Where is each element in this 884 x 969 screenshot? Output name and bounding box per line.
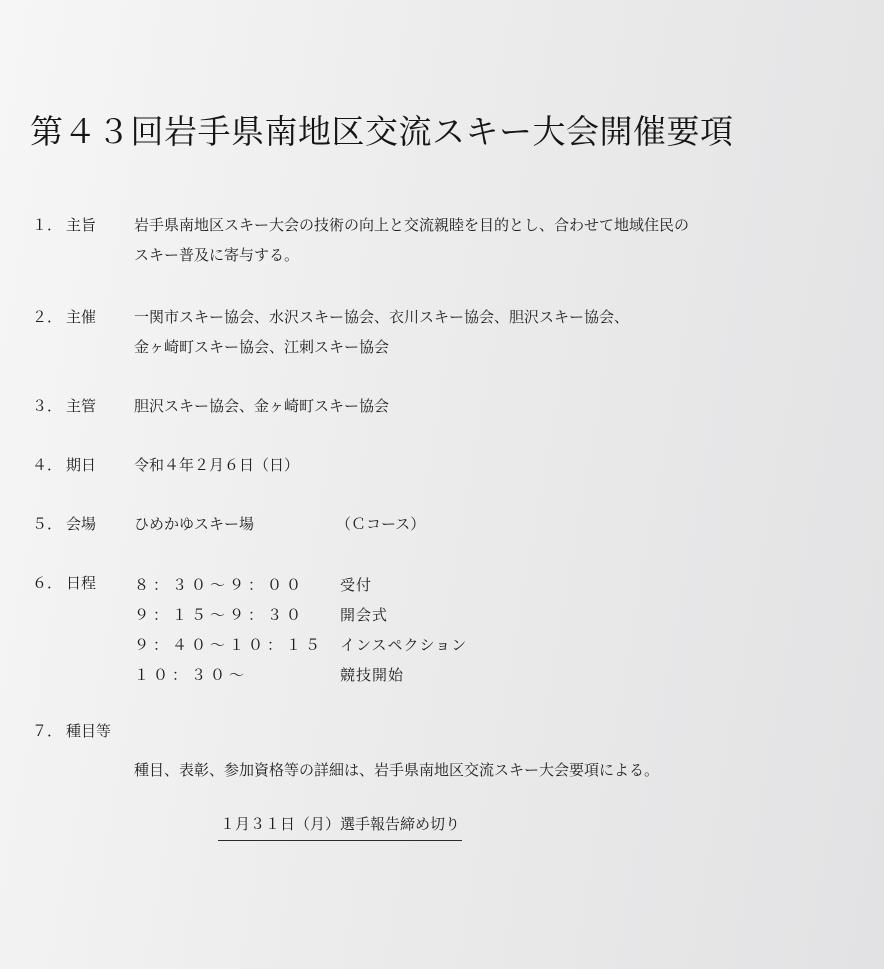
section-line: 金ヶ崎町スキー協会、江刺スキー協会 xyxy=(134,338,390,356)
schedule-time: １０：３０～ xyxy=(134,666,249,684)
section-body xyxy=(134,450,299,480)
document-title: 第４３回岩手県南地区交流スキー大会開催要項 xyxy=(30,112,734,151)
section-line: 一関市スキー協会、水沢スキー協会、衣川スキー協会、胆沢スキー協会、 xyxy=(134,308,630,326)
schedule-event: 受付 xyxy=(340,576,373,594)
section-label: 主旨 xyxy=(66,216,97,234)
schedule-event: インスペクション xyxy=(340,636,468,654)
schedule-time: ８：３０～９：００ xyxy=(134,576,306,594)
section-label: 期日 xyxy=(66,456,97,474)
schedule-event: 競技開始 xyxy=(340,666,405,684)
section-line: 胆沢スキー協会、金ヶ崎町スキー協会 xyxy=(134,397,390,415)
events-detail-text: 種目、表彰、参加資格等の詳細は、岩手県南地区交流スキー大会要項による。 xyxy=(134,761,660,779)
section-number: ５． xyxy=(32,515,63,533)
schedule-event: 開会式 xyxy=(340,606,389,624)
section-number: ７． xyxy=(32,722,63,740)
section-number: １． xyxy=(32,216,63,234)
deadline-notice: １月３１日（月）選手報告締め切り xyxy=(218,810,462,841)
schedule-time: ９：１５～９：３０ xyxy=(134,606,306,624)
section-line: ひめかゆスキー場 xyxy=(134,515,255,533)
section-number: ３． xyxy=(32,397,63,415)
venue-course-note: （Ｃコース） xyxy=(336,515,426,533)
section-line: 岩手県南地区スキー大会の技術の向上と交流親睦を目的とし、合わせて地域住民の xyxy=(134,216,690,234)
section-label: 種目等 xyxy=(66,722,112,740)
section-line: 令和４年２月６日（日） xyxy=(134,456,300,474)
section-body xyxy=(134,302,629,362)
section-number: ２． xyxy=(32,308,63,326)
section-label: 会場 xyxy=(66,515,97,533)
section-line: スキー普及に寄与する。 xyxy=(134,246,300,264)
section-label: 主催 xyxy=(66,308,97,326)
section-body xyxy=(134,509,254,539)
section-number: ４． xyxy=(32,456,63,474)
section-body xyxy=(134,391,389,421)
section-number: ６． xyxy=(32,574,63,592)
section-label: 日程 xyxy=(66,574,97,592)
section-body xyxy=(134,210,689,270)
section-label: 主管 xyxy=(66,397,97,415)
schedule-time: ９：４０～１０：１５ xyxy=(134,636,325,654)
